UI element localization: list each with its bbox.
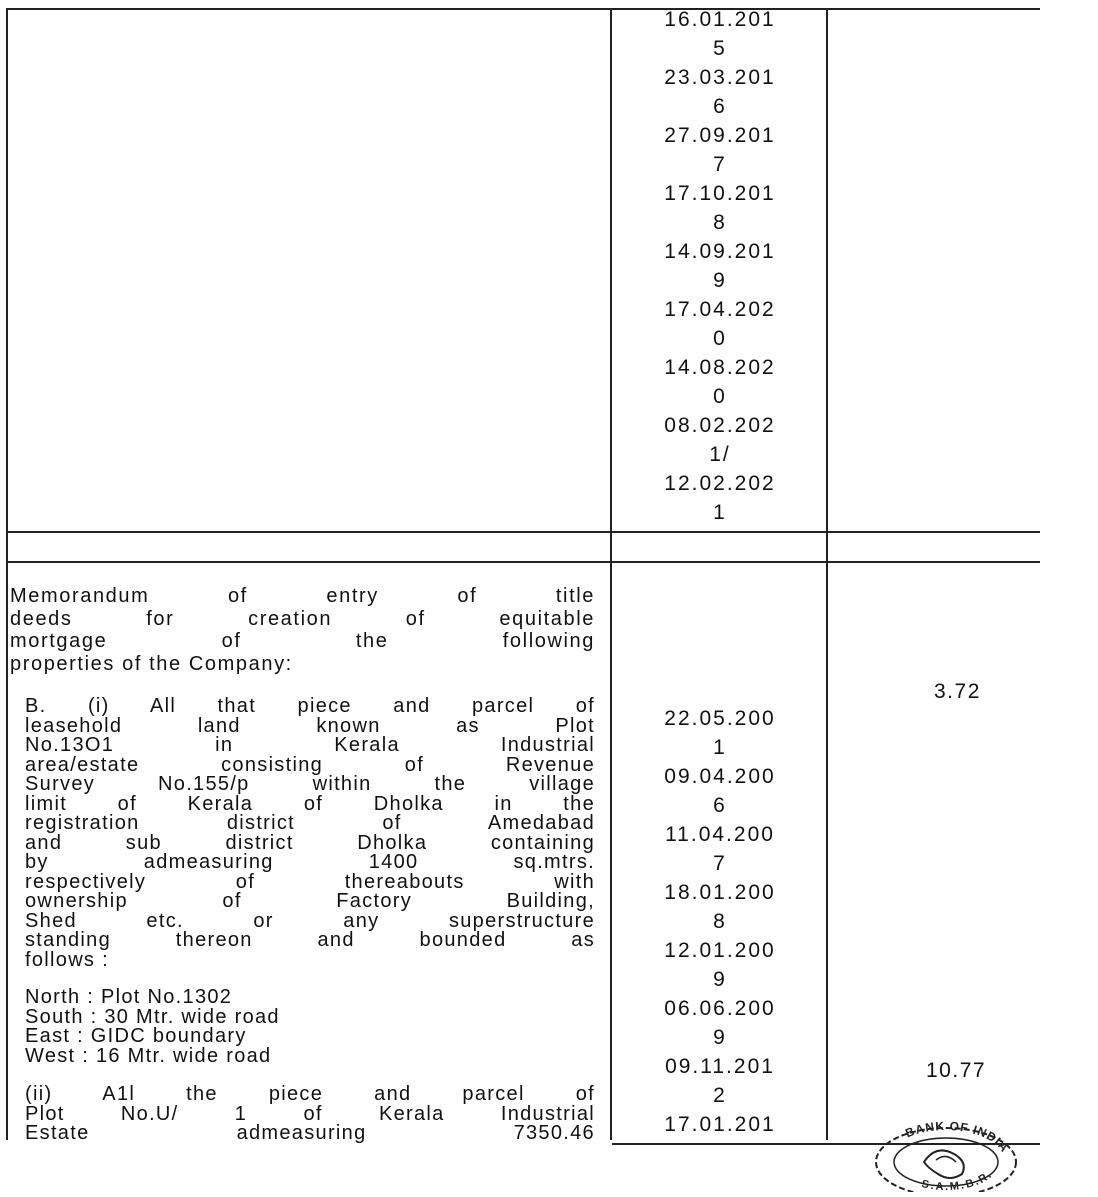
property-b-line: respectively of thereabouts with [25,870,595,893]
memorandum-line: properties of the Company: [10,652,293,675]
date-line: 9 [713,269,727,292]
date-line: 16.01.201 [664,8,776,31]
bank-stamp-icon [866,1112,1026,1192]
property-b-line: area/estate consisting of Revenue [25,753,595,776]
memorandum-line: mortgage of the following [10,630,595,652]
date-line: 0 [713,385,727,408]
date-line: 17.04.202 [664,298,776,321]
property-b-line: No.13O1 in Kerala Industrial [25,734,595,756]
date-line: 14.08.202 [664,356,776,379]
property-b-line: limit of Kerala of Dholka in the [25,792,595,815]
date-line: 7 [713,153,727,176]
property-b-line: B. (i) All that piece and parcel of [25,695,595,717]
date-line: 18.01.200 [664,881,776,904]
date-line: 17.10.201 [664,182,776,205]
boundaries-list [25,988,595,1066]
row-divider-1 [6,531,1040,533]
property-b-line: registration district of Amedabad [25,812,595,834]
property-ii-line: Plot No.U/ 1 of Kerala Industrial [25,1102,595,1125]
property-b-line: standing thereon and bounded as [25,929,595,951]
property-b-line: Survey No.155/p within the village [25,773,595,795]
date-line: 8 [713,910,727,933]
date-line: 1/ [709,443,731,466]
date-line: 1 [713,736,727,759]
stamp-text-top: BANK OF INDIA [903,1118,1012,1156]
date-line: 9 [713,1026,727,1049]
date-line: 1 [713,501,727,524]
date-line: 22.05.200 [664,707,776,730]
date-line: 11.04.200 [665,823,775,846]
date-line: 6 [713,95,727,118]
table-left-border [6,8,8,1140]
memorandum-line: Memorandum of entry of title [10,585,595,607]
date-line: 5 [713,37,727,60]
property-b-line: follows : [25,948,109,971]
property-ii-line: Estate admeasuring 7350.46 [25,1122,595,1144]
boundary-east: East : GIDC boundary [25,1025,247,1047]
date-line: 23.03.201 [664,66,776,89]
date-line: 27.09.201 [664,124,776,147]
property-b-line: leasehold land known as Plot [25,714,595,737]
svg-text:BANK OF INDIA [903,1119,1012,1155]
date-line: 17.01.201 [664,1113,776,1136]
memorandum-line: deeds for creation of equitable [10,607,595,630]
column-divider-2 [826,8,828,1140]
amount-value: 3.72 [934,680,981,703]
table-top-border [6,8,1040,10]
svg-text:S.A.M.B.R. [920,1168,995,1192]
date-line: 9 [713,968,727,991]
date-line: 08.02.202 [664,414,776,437]
stamp-text-bottom: S.A.M.B.R. [920,1168,996,1192]
date-line: 6 [713,794,727,817]
date-line: 12.01.200 [664,939,776,962]
date-line: 09.11.201 [665,1055,775,1078]
column-divider-1 [610,8,612,1140]
property-b-line: ownership of Factory Building, [25,890,595,912]
amount-value: 10.77 [926,1059,987,1082]
date-line: 14.09.201 [664,240,776,263]
date-line: 2 [713,1084,727,1107]
property-ii-line: (ii) A1l the piece and parcel of [25,1083,595,1105]
date-line: 09.04.200 [664,765,776,788]
date-line: 12.02.202 [664,472,776,495]
boundary-north: North : Plot No.1302 [25,986,233,1008]
property-b-description [25,697,595,970]
row-divider-2 [6,561,1040,563]
date-line: 0 [713,327,727,350]
date-line: 8 [713,211,727,234]
property-b-line: and sub district Dholka containing [25,831,595,854]
property-b-line: Shed etc. or any superstructure [25,909,595,932]
property-b-line: by admeasuring 1400 sq.mtrs. [25,851,595,873]
date-line: 7 [713,852,727,875]
property-ii-description [25,1085,595,1144]
memorandum-paragraph [10,585,595,675]
boundary-south: South : 30 Mtr. wide road [25,1005,280,1028]
date-line: 06.06.200 [664,997,776,1020]
boundary-west: West : 16 Mtr. wide road [25,1044,272,1067]
